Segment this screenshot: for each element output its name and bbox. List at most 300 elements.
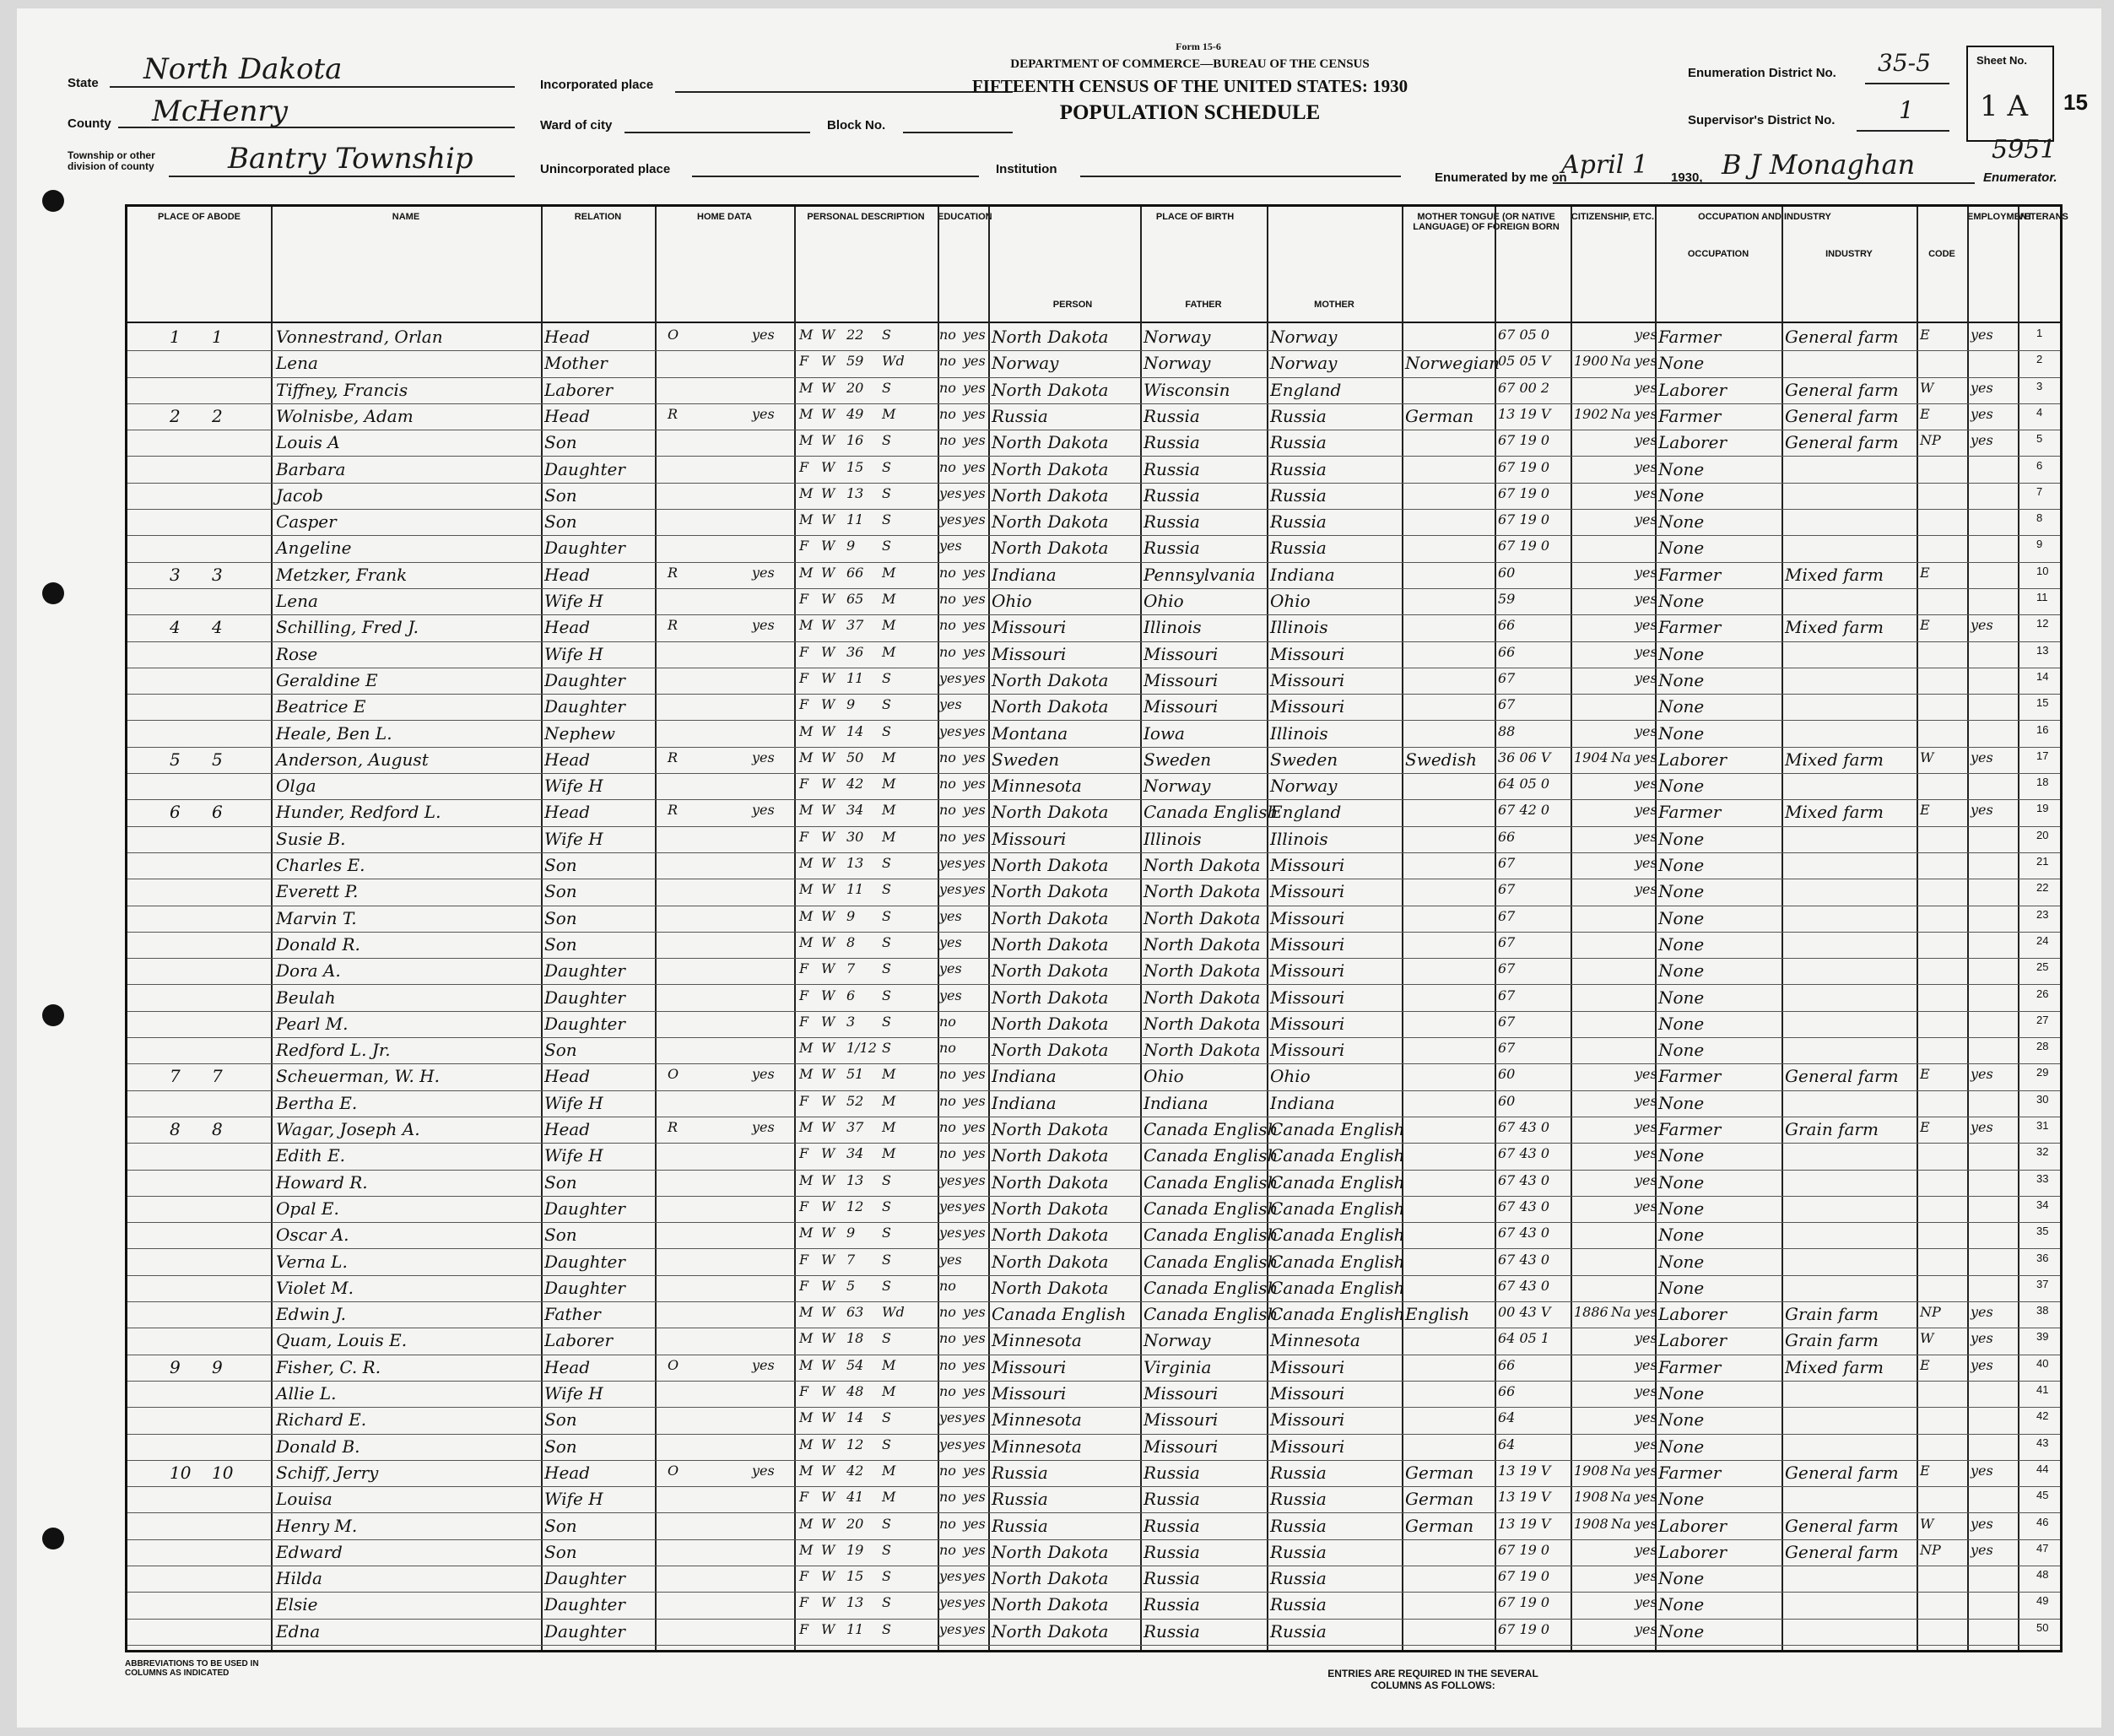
cell-birth-code: 66 xyxy=(1498,643,1516,660)
cell-race: W xyxy=(821,722,835,739)
county-line xyxy=(118,127,515,128)
cell-occupation: None xyxy=(1658,1489,1705,1510)
cell-person-name: Beatrice E xyxy=(276,696,366,717)
cell-sex: M xyxy=(799,511,814,528)
cell-relation: Son xyxy=(544,1040,577,1061)
cell-birthplace-mother: Ohio xyxy=(1270,591,1311,611)
cell-speaks-english: yes xyxy=(1635,1409,1657,1426)
row-rule xyxy=(127,1645,2060,1646)
cell-school-attendance: no xyxy=(939,432,956,449)
cell-person-name: Beulah xyxy=(276,987,336,1008)
cell-marital-status: S xyxy=(882,1515,891,1532)
table-row xyxy=(127,484,2060,506)
cell-relation: Son xyxy=(544,1171,577,1192)
sheet-label: Sheet No. xyxy=(1976,54,2027,67)
cell-line-number: 13 xyxy=(2036,643,2049,657)
cell-line-number: 16 xyxy=(2036,722,2049,736)
cell-birthplace-person: North Dakota xyxy=(992,1198,1109,1219)
cell-person-name: Geraldine E xyxy=(276,669,378,690)
cell-birthplace-father: Russia xyxy=(1144,1620,1200,1641)
cell-home-tenure: R xyxy=(668,617,679,634)
punch-hole-icon xyxy=(42,190,64,212)
cell-person-name: Lena xyxy=(276,591,318,611)
cell-speaks-english: yes xyxy=(1635,881,1657,898)
table-row xyxy=(127,563,2060,585)
cell-sex: F xyxy=(799,353,809,370)
cell-person-name: Rose xyxy=(276,643,318,664)
cell-school-attendance: no xyxy=(939,1515,956,1532)
cell-industry: General farm xyxy=(1785,379,1899,400)
cell-birth-code: 67 05 0 xyxy=(1498,327,1550,343)
cell-immigration-year: 1908 xyxy=(1574,1462,1608,1479)
cell-speaks-english: yes xyxy=(1635,564,1657,581)
col-tongue: MOTHER TONGUE (OR NATIVE LANGUAGE) OF FOREIGN BORN xyxy=(1413,212,1560,233)
cell-line-number: 46 xyxy=(2036,1515,2049,1528)
cell-sex: M xyxy=(799,405,814,422)
cell-class-of-worker: E xyxy=(1920,1066,1930,1083)
cell-birth-code: 66 xyxy=(1498,1383,1516,1399)
cell-speaks-english: yes xyxy=(1635,1489,1657,1506)
cell-naturalization: Na xyxy=(1611,1462,1631,1479)
cell-sex: F xyxy=(799,1383,809,1399)
cell-read-write: yes xyxy=(963,1620,986,1637)
cell-age: 41 xyxy=(846,1489,864,1506)
cell-birthplace-person: Missouri xyxy=(992,643,1067,664)
cell-marital-status: M xyxy=(882,1092,896,1109)
table-row xyxy=(127,1223,2060,1245)
cell-birthplace-mother: Indiana xyxy=(1270,1092,1335,1113)
cell-race: W xyxy=(821,1119,835,1135)
cell-class-of-worker: W xyxy=(1920,749,1934,765)
cell-marital-status: S xyxy=(882,1541,891,1558)
table-row xyxy=(127,1302,2060,1324)
cell-class-of-worker: E xyxy=(1920,327,1930,343)
cell-age: 34 xyxy=(846,1145,864,1162)
cell-marital-status: M xyxy=(882,591,896,607)
cell-age: 14 xyxy=(846,1409,864,1426)
cell-birthplace-mother: England xyxy=(1270,802,1342,823)
cell-speaks-english: yes xyxy=(1635,405,1657,422)
cell-age: 6 xyxy=(846,987,856,1003)
table-row xyxy=(127,642,2060,664)
cell-birthplace-mother: Missouri xyxy=(1270,1383,1345,1403)
cell-occupation: None xyxy=(1658,1277,1705,1298)
cell-relation: Daughter xyxy=(544,1277,625,1298)
cell-school-attendance: no xyxy=(939,1383,956,1399)
cell-school-attendance: no xyxy=(939,1489,956,1506)
cell-birthplace-father: Wisconsin xyxy=(1144,379,1230,400)
cell-birthplace-father: Missouri xyxy=(1144,1436,1219,1457)
table-row xyxy=(127,325,2060,347)
cell-age: 20 xyxy=(846,1515,864,1532)
cell-age: 19 xyxy=(846,1541,864,1558)
cell-race: W xyxy=(821,1040,835,1057)
cell-industry: General farm xyxy=(1785,1541,1899,1562)
cell-read-write: yes xyxy=(963,1198,986,1214)
cell-school-attendance: yes xyxy=(939,960,962,977)
cell-sex: F xyxy=(799,1092,809,1109)
cell-occupation: Farmer xyxy=(1658,1066,1722,1087)
punch-hole-icon xyxy=(42,582,64,604)
cell-sex: F xyxy=(799,538,809,554)
cell-birth-code: 67 42 0 xyxy=(1498,802,1550,819)
cell-birth-code: 64 05 1 xyxy=(1498,1330,1550,1347)
cell-birthplace-mother: Russia xyxy=(1270,432,1327,453)
cell-immigration-year: 1902 xyxy=(1574,405,1608,422)
cell-race: W xyxy=(821,405,835,422)
cell-naturalization: Na xyxy=(1611,405,1631,422)
cell-age: 13 xyxy=(846,855,864,871)
cell-birthplace-father: Pennsylvania xyxy=(1144,564,1256,585)
cell-birthplace-father: Missouri xyxy=(1144,696,1219,717)
cell-industry: Grain farm xyxy=(1785,1119,1879,1139)
cell-dwelling-number: 3 xyxy=(170,564,181,585)
township-line xyxy=(169,176,515,177)
cell-relation: Son xyxy=(544,1409,577,1430)
cell-speaks-english: yes xyxy=(1635,722,1657,739)
cell-line-number: 4 xyxy=(2036,405,2043,419)
cell-birthplace-mother: Indiana xyxy=(1270,564,1335,585)
cell-person-name: Hilda xyxy=(276,1568,322,1589)
cell-sex: M xyxy=(799,881,814,898)
cell-relation: Son xyxy=(544,1541,577,1562)
cell-race: W xyxy=(821,1383,835,1399)
cell-occupation: Farmer xyxy=(1658,405,1722,426)
cell-class-of-worker: E xyxy=(1920,617,1930,634)
cell-birthplace-person: North Dakota xyxy=(992,987,1109,1008)
cell-person-name: Marvin T. xyxy=(276,907,357,928)
cell-sex: M xyxy=(799,1040,814,1057)
table-row xyxy=(127,1091,2060,1113)
cell-marital-status: S xyxy=(882,669,891,686)
cell-family-number: 3 xyxy=(212,564,223,585)
sheet-value: 1 A xyxy=(1980,89,2028,123)
cell-birth-code: 13 19 V xyxy=(1498,1515,1551,1532)
cell-sex: F xyxy=(799,1013,809,1030)
cell-age: 20 xyxy=(846,379,864,396)
cell-marital-status: S xyxy=(882,538,891,554)
table-row xyxy=(127,1171,2060,1192)
cell-birthplace-person: North Dakota xyxy=(992,1145,1109,1166)
cell-age: 15 xyxy=(846,458,864,475)
cell-birthplace-mother: Russia xyxy=(1270,1568,1327,1589)
cell-line-number: 23 xyxy=(2036,907,2049,921)
cell-birthplace-person: North Dakota xyxy=(992,1225,1109,1246)
cell-birthplace-mother: Illinois xyxy=(1270,617,1328,638)
cell-birthplace-person: Norway xyxy=(992,353,1059,374)
table-row xyxy=(127,748,2060,770)
col-code: CODE xyxy=(1928,249,1955,259)
cell-birthplace-person: Indiana xyxy=(992,564,1057,585)
cell-school-attendance: no xyxy=(939,1462,956,1479)
cell-person-name: Vonnestrand, Orlan xyxy=(276,327,443,347)
cell-relation: Head xyxy=(544,1462,591,1483)
cell-sex: F xyxy=(799,1277,809,1294)
cell-birthplace-mother: Ohio xyxy=(1270,1066,1311,1087)
cell-radio-set: yes xyxy=(752,1119,775,1135)
cell-birthplace-person: North Dakota xyxy=(992,327,1109,347)
cell-birthplace-father: Russia xyxy=(1144,1489,1200,1510)
cell-age: 15 xyxy=(846,1568,864,1585)
cell-dwelling-number: 9 xyxy=(170,1356,181,1377)
cell-line-number: 8 xyxy=(2036,511,2043,525)
cell-age: 65 xyxy=(846,591,864,607)
cell-person-name: Hunder, Redford L. xyxy=(276,802,441,823)
cell-relation: Head xyxy=(544,1119,591,1139)
cell-line-number: 15 xyxy=(2036,696,2049,710)
cell-marital-status: S xyxy=(882,1568,891,1585)
cell-marital-status: S xyxy=(882,722,891,739)
block-line xyxy=(903,132,1013,133)
cell-occupation: None xyxy=(1658,1198,1705,1219)
cell-sex: M xyxy=(799,1462,814,1479)
cell-immigration-year: 1886 xyxy=(1574,1304,1608,1321)
cell-birthplace-father: Indiana xyxy=(1144,1092,1208,1113)
cell-relation: Son xyxy=(544,1436,577,1457)
cell-occupation: Laborer xyxy=(1658,749,1727,770)
cell-birthplace-person: Missouri xyxy=(992,1356,1067,1377)
cell-line-number: 34 xyxy=(2036,1198,2049,1211)
cell-birthplace-mother: Russia xyxy=(1270,1620,1327,1641)
cell-age: 50 xyxy=(846,749,864,765)
cell-class-of-worker: E xyxy=(1920,1119,1930,1135)
cell-employed: yes xyxy=(1971,749,1993,765)
cell-race: W xyxy=(821,1568,835,1585)
cell-relation: Son xyxy=(544,855,577,875)
cell-line-number: 12 xyxy=(2036,617,2049,630)
cell-read-write: yes xyxy=(963,643,986,660)
cell-race: W xyxy=(821,591,835,607)
col-home-data: HOME DATA xyxy=(697,212,752,222)
cell-family-number: 9 xyxy=(212,1356,223,1377)
cell-birthplace-person: North Dakota xyxy=(992,802,1109,823)
cell-birthplace-father: North Dakota xyxy=(1144,907,1261,928)
cell-person-name: Allie L. xyxy=(276,1383,337,1403)
col-industry: INDUSTRY xyxy=(1825,249,1873,259)
cell-read-write: yes xyxy=(963,484,986,501)
cell-industry: Mixed farm xyxy=(1785,617,1884,638)
cell-line-number: 11 xyxy=(2036,591,2048,603)
cell-marital-status: S xyxy=(882,933,891,950)
cell-relation: Wife H xyxy=(544,591,603,611)
cell-birthplace-father: Norway xyxy=(1144,1330,1211,1351)
cell-speaks-english: yes xyxy=(1635,1515,1657,1532)
cell-person-name: Schiff, Jerry xyxy=(276,1462,379,1483)
col-occupation-industry: OCCUPATION AND INDUSTRY xyxy=(1698,212,1831,222)
cell-occupation: None xyxy=(1658,696,1705,717)
cell-marital-status: S xyxy=(882,1225,891,1241)
cell-birthplace-mother: Missouri xyxy=(1270,1013,1345,1034)
col-employment: EMPLOYMENT xyxy=(1967,212,2033,222)
cell-occupation: None xyxy=(1658,1171,1705,1192)
enumerated-date: April 1 xyxy=(1561,150,1649,180)
cell-birth-code: 67 19 0 xyxy=(1498,538,1550,554)
film-number: 5951 xyxy=(1992,135,2057,165)
cell-age: 5 xyxy=(846,1277,856,1294)
cell-line-number: 9 xyxy=(2036,538,2043,551)
cell-school-attendance: no xyxy=(939,1119,956,1135)
cell-race: W xyxy=(821,1489,835,1506)
cell-read-write: yes xyxy=(963,353,986,370)
cell-marital-status: M xyxy=(882,643,896,660)
cell-speaks-english: yes xyxy=(1635,432,1657,449)
cell-race: W xyxy=(821,1356,835,1373)
cell-birthplace-person: Missouri xyxy=(992,617,1067,638)
col-birth: PLACE OF BIRTH xyxy=(1155,212,1235,222)
cell-relation: Son xyxy=(544,432,577,453)
cell-read-write: yes xyxy=(963,802,986,819)
incorporated-label: Incorporated place xyxy=(540,78,654,92)
table-row xyxy=(127,1593,2060,1614)
cell-line-number: 18 xyxy=(2036,776,2049,789)
cell-race: W xyxy=(821,1515,835,1532)
cell-relation: Head xyxy=(544,749,591,770)
cell-industry: General farm xyxy=(1785,432,1899,453)
supervisor-value: 1 xyxy=(1899,96,1914,124)
cell-age: 48 xyxy=(846,1383,864,1399)
cell-marital-status: M xyxy=(882,405,896,422)
cell-read-write: yes xyxy=(963,379,986,396)
cell-birth-code: 67 00 2 xyxy=(1498,379,1550,396)
cell-speaks-english: yes xyxy=(1635,1620,1657,1637)
institution-line xyxy=(1080,176,1401,177)
cell-radio-set: yes xyxy=(752,1356,775,1373)
cell-school-attendance: no xyxy=(939,1040,956,1057)
cell-relation: Head xyxy=(544,1066,591,1087)
cell-marital-status: M xyxy=(882,802,896,819)
cell-birth-code: 13 19 V xyxy=(1498,1462,1551,1479)
cell-birth-code: 05 05 V xyxy=(1498,353,1551,370)
cell-industry: Grain farm xyxy=(1785,1304,1879,1325)
cell-person-name: Louisa xyxy=(276,1489,333,1510)
table-row xyxy=(127,1435,2060,1457)
cell-school-attendance: no xyxy=(939,1541,956,1558)
cell-birth-code: 00 43 V xyxy=(1498,1304,1551,1321)
cell-race: W xyxy=(821,617,835,634)
unincorporated-line xyxy=(692,176,979,177)
cell-birthplace-mother: Missouri xyxy=(1270,987,1345,1008)
state-line xyxy=(110,86,515,88)
cell-speaks-english: yes xyxy=(1635,458,1657,475)
cell-employed: yes xyxy=(1971,379,1993,396)
cell-employed: yes xyxy=(1971,1119,1993,1135)
cell-class-of-worker: NP xyxy=(1920,1304,1941,1321)
cell-marital-status: M xyxy=(882,1489,896,1506)
cell-marital-status: S xyxy=(882,379,891,396)
cell-age: 13 xyxy=(846,1171,864,1188)
cell-age: 12 xyxy=(846,1198,864,1214)
cell-relation: Son xyxy=(544,511,577,533)
table-row xyxy=(127,695,2060,717)
cell-birthplace-father: Illinois xyxy=(1144,617,1202,638)
cell-line-number: 48 xyxy=(2036,1568,2049,1582)
cell-employed: yes xyxy=(1971,802,1993,819)
cell-line-number: 39 xyxy=(2036,1330,2049,1344)
cell-age: 9 xyxy=(846,907,856,924)
cell-person-name: Scheuerman, W. H. xyxy=(276,1066,440,1087)
table-row xyxy=(127,1566,2060,1588)
cell-race: W xyxy=(821,1225,835,1241)
cell-occupation: Farmer xyxy=(1658,1462,1722,1483)
ward-label: Ward of city xyxy=(540,118,613,132)
cell-occupation: Farmer xyxy=(1658,617,1722,638)
cell-marital-status: S xyxy=(882,907,891,924)
cell-relation: Wife H xyxy=(544,643,603,664)
cell-birth-code: 67 43 0 xyxy=(1498,1225,1550,1241)
cell-speaks-english: yes xyxy=(1635,1330,1657,1347)
cell-industry: General farm xyxy=(1785,1066,1899,1087)
cell-marital-status: S xyxy=(882,960,891,977)
cell-birthplace-person: North Dakota xyxy=(992,379,1109,400)
cell-birthplace-mother: Missouri xyxy=(1270,881,1345,902)
cell-marital-status: S xyxy=(882,511,891,528)
col-birth-person: PERSON xyxy=(1052,300,1093,310)
cell-birthplace-mother: Russia xyxy=(1270,1515,1327,1536)
cell-mother-tongue: English xyxy=(1405,1304,1470,1325)
table-row xyxy=(127,853,2060,875)
cell-speaks-english: yes xyxy=(1635,327,1657,343)
cell-birthplace-father: Norway xyxy=(1144,353,1211,374)
cell-occupation: Laborer xyxy=(1658,1541,1727,1562)
cell-birthplace-mother: Canada English xyxy=(1270,1304,1405,1325)
cell-line-number: 24 xyxy=(2036,933,2049,947)
cell-person-name: Charles E. xyxy=(276,855,365,875)
cell-age: 16 xyxy=(846,432,864,449)
cell-dwelling-number: 5 xyxy=(170,749,181,770)
cell-sex: M xyxy=(799,1541,814,1558)
cell-birthplace-mother: Missouri xyxy=(1270,1436,1345,1457)
cell-sex: M xyxy=(799,379,814,396)
cell-birthplace-mother: Missouri xyxy=(1270,933,1345,955)
cell-marital-status: S xyxy=(882,1251,891,1268)
cell-school-attendance: no xyxy=(939,458,956,475)
cell-read-write: yes xyxy=(963,1171,986,1188)
cell-birthplace-person: North Dakota xyxy=(992,1119,1109,1139)
cell-birthplace-father: Russia xyxy=(1144,511,1200,533)
cell-school-attendance: no xyxy=(939,828,956,845)
cell-person-name: Dora A. xyxy=(276,960,341,982)
cell-sex: M xyxy=(799,907,814,924)
cell-line-number: 36 xyxy=(2036,1251,2049,1264)
cell-race: W xyxy=(821,538,835,554)
cell-occupation: None xyxy=(1658,1225,1705,1246)
cell-occupation: None xyxy=(1658,722,1705,744)
cell-occupation: Laborer xyxy=(1658,379,1727,400)
cell-birthplace-mother: Sweden xyxy=(1270,749,1338,770)
cell-race: W xyxy=(821,511,835,528)
cell-age: 11 xyxy=(846,1620,864,1637)
cell-naturalization: Na xyxy=(1611,749,1631,765)
col-veterans: VETERANS xyxy=(2018,212,2068,222)
cell-occupation: None xyxy=(1658,855,1705,875)
page-number: 15 xyxy=(2063,89,2088,115)
cell-occupation: Laborer xyxy=(1658,1304,1727,1325)
cell-family-number: 1 xyxy=(212,327,223,347)
cell-birthplace-mother: Illinois xyxy=(1270,722,1328,744)
cell-class-of-worker: W xyxy=(1920,1515,1934,1532)
cell-read-write: yes xyxy=(963,1092,986,1109)
cell-person-name: Susie B. xyxy=(276,828,346,849)
cell-read-write: yes xyxy=(963,1330,986,1347)
cell-age: 7 xyxy=(846,1251,856,1268)
cell-line-number: 10 xyxy=(2036,564,2049,577)
cell-read-write: yes xyxy=(963,405,986,422)
cell-line-number: 45 xyxy=(2036,1489,2049,1502)
header-rule xyxy=(127,322,2060,323)
cell-radio-set: yes xyxy=(752,405,775,422)
cell-birthplace-person: North Dakota xyxy=(992,855,1109,875)
enum-district-value: 35-5 xyxy=(1878,49,1931,77)
